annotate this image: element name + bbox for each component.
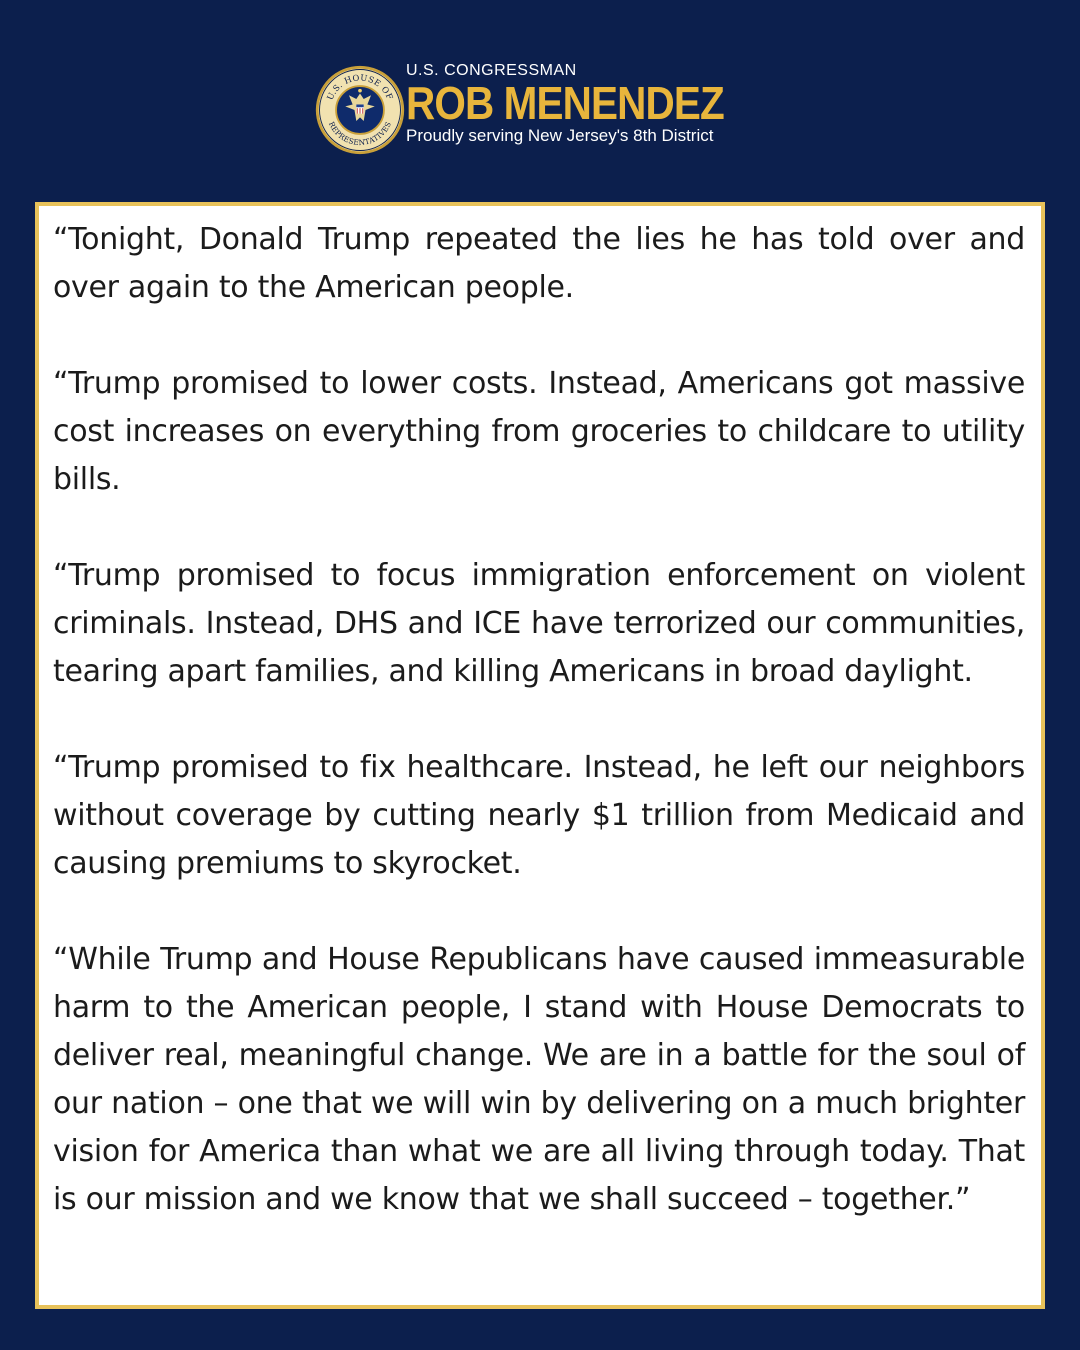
district-tagline: Proudly serving New Jersey's 8th District: [406, 126, 714, 145]
title-block: [406, 62, 786, 146]
statement-paragraph-3: “Trump promised to focus immigration enforcement on violent criminals. Instead, DHS and ICE have terrorized our communities, tearing apart families, and killing Americans in broad daylight.: [53, 558, 1025, 689]
statement-paragraph-5: “While Trump and House Republicans have caused immeasurable harm to the American people, I stand with House Democrats to deliver real, meaningful change. We are in a battle for the soul of our nation – one that we will win by delivering on a much brighter vision for America than what we are all living through today. That is our mission and we know that we shall succeed – together.”: [53, 942, 1025, 1217]
header: [310, 60, 780, 160]
seal-text-bottom: REPRESENTATIVES: [326, 120, 394, 148]
statement-paragraph-4: “Trump promised to fix healthcare. Instead, he left our neighbors without coverage by cutting nearly $1 trillion from Medicaid and causing premiums to skyrocket.: [53, 750, 1025, 881]
statement-paragraph-1: “Tonight, Donald Trump repeated the lies he has told over and over again to the American people.: [53, 222, 1025, 305]
house-seal-icon: [314, 64, 406, 156]
kicker-title: U.S. CONGRESSMAN: [406, 62, 577, 79]
statement-box: [35, 202, 1045, 1309]
seal-text-top: U.S. HOUSE OF: [324, 72, 396, 102]
statement-paragraph-2: “Trump promised to lower costs. Instead, Americans got massive cost increases on everything from groceries to childcare to utility bills.: [53, 366, 1025, 497]
congressman-name: ROB MENENDEZ: [406, 77, 724, 129]
